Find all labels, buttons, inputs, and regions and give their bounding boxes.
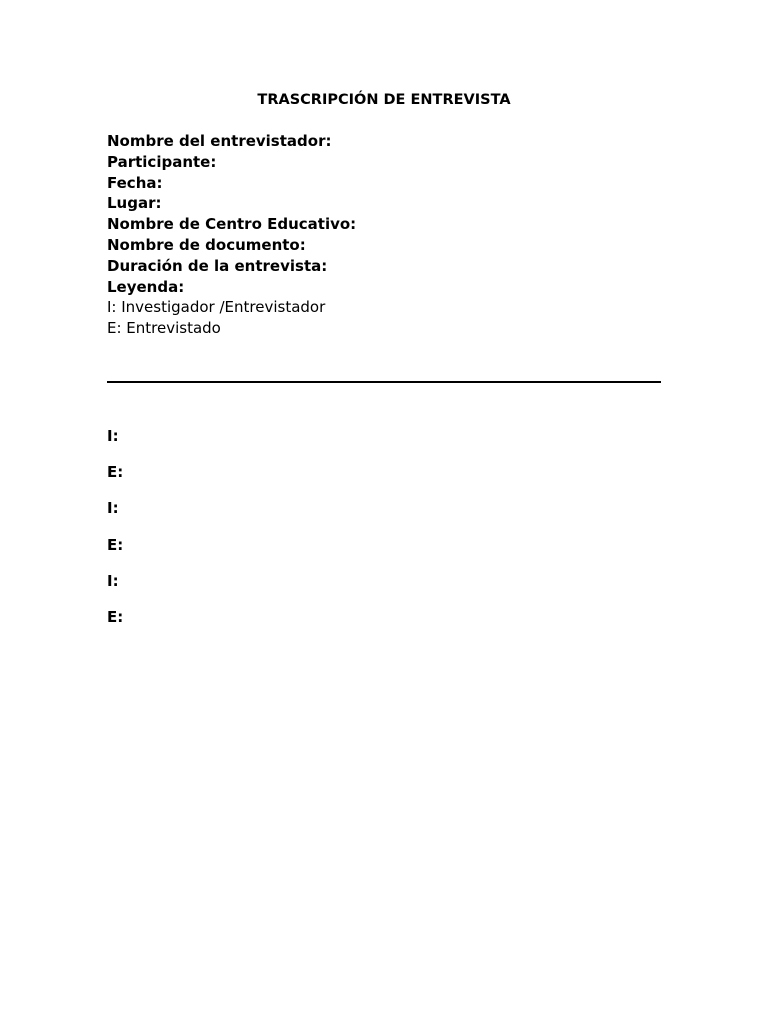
- legend-item-interviewer: I: Investigador /Entrevistador: [107, 298, 326, 317]
- section-divider: [107, 381, 661, 383]
- dialogue-line-interviewer: I:: [107, 427, 119, 445]
- field-date: Fecha:: [107, 173, 163, 192]
- header-fields: [107, 131, 356, 339]
- dialogue-line-interviewer: I:: [107, 499, 119, 518]
- legend-item-interviewee: E: Entrevistado: [107, 319, 221, 338]
- field-school-name: Nombre de Centro Educativo:: [107, 215, 357, 234]
- field-interviewer-name: Nombre del entrevistador:: [107, 132, 332, 150]
- dialogue-list: [107, 426, 123, 643]
- dialogue-line-interviewee: E:: [107, 463, 124, 482]
- dialogue-line-interviewer: I:: [107, 571, 119, 590]
- dialogue-line-interviewee: E:: [107, 535, 124, 554]
- field-interview-duration: Duración de la entrevista:: [107, 256, 328, 275]
- field-participant: Participante:: [107, 152, 217, 171]
- field-legend: Leyenda:: [107, 277, 185, 296]
- document-title: TRASCRIPCIÓN DE ENTREVISTA: [257, 92, 511, 108]
- dialogue-line-interviewee: E:: [107, 607, 124, 626]
- field-document-name: Nombre de documento:: [107, 235, 306, 254]
- field-place: Lugar:: [107, 194, 162, 213]
